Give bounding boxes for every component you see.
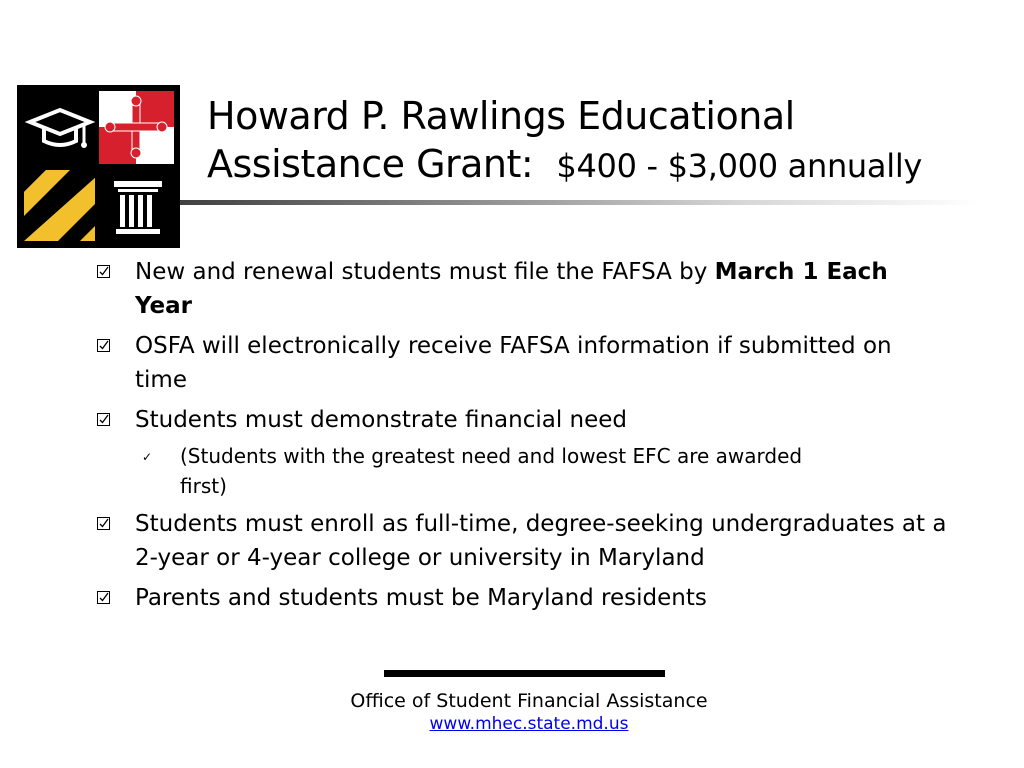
footer-divider — [384, 670, 665, 677]
footer — [0, 689, 1024, 735]
footer-organization: Office of Student Financial Assistance — [350, 690, 708, 712]
bullet-item-enrollment — [97, 507, 947, 575]
sub-bullet-text: (Students with the greatest need and lowest EFC are awarded first) — [180, 444, 803, 498]
slide-title-line1: Howard P. Rawlings Educational — [207, 94, 795, 138]
bullet-text: Students must enroll as full-time, degree-seeking undergraduates at a 2-year or 4-year college or university in Maryland — [135, 511, 947, 571]
maryland-logo — [17, 85, 180, 248]
grant-amount: $400 - $3,000 annually — [556, 147, 923, 185]
bullet-text: OSFA will electronically receive FAFSA information if submitted on time — [135, 333, 892, 393]
checkbox-icon — [97, 265, 110, 278]
bullet-text: Parents and students must be Maryland residents — [135, 585, 707, 611]
calvert-quadrant — [23, 169, 96, 242]
bullet-item-financial-need — [97, 403, 947, 437]
footer-website-link[interactable]: www.mhec.state.md.us — [429, 714, 629, 734]
slide-title-grant: Assistance Grant: — [207, 142, 534, 186]
slide-title-line2 — [207, 140, 1017, 190]
bullet-list — [97, 255, 947, 621]
checkbox-icon — [97, 413, 110, 426]
bullet-text: New and renewal students must file the FAFSA by — [135, 259, 715, 285]
bullet-item-fafsa-deadline — [97, 255, 947, 323]
cross-quadrant — [99, 91, 174, 164]
slide-title — [207, 92, 1017, 190]
bullet-item-residency — [97, 581, 947, 615]
bullet-item-osfa-receive — [97, 329, 947, 397]
title-divider — [180, 200, 980, 205]
checkbox-icon — [97, 517, 110, 530]
checkbox-icon — [97, 339, 110, 352]
deadline-emphasis: March 1 Each Year — [135, 259, 888, 319]
checkbox-icon — [97, 591, 110, 604]
bullet-text: Students must demonstrate financial need — [135, 407, 628, 433]
check-icon: ✓ — [142, 450, 153, 464]
sub-bullet-item-efc — [142, 441, 820, 501]
